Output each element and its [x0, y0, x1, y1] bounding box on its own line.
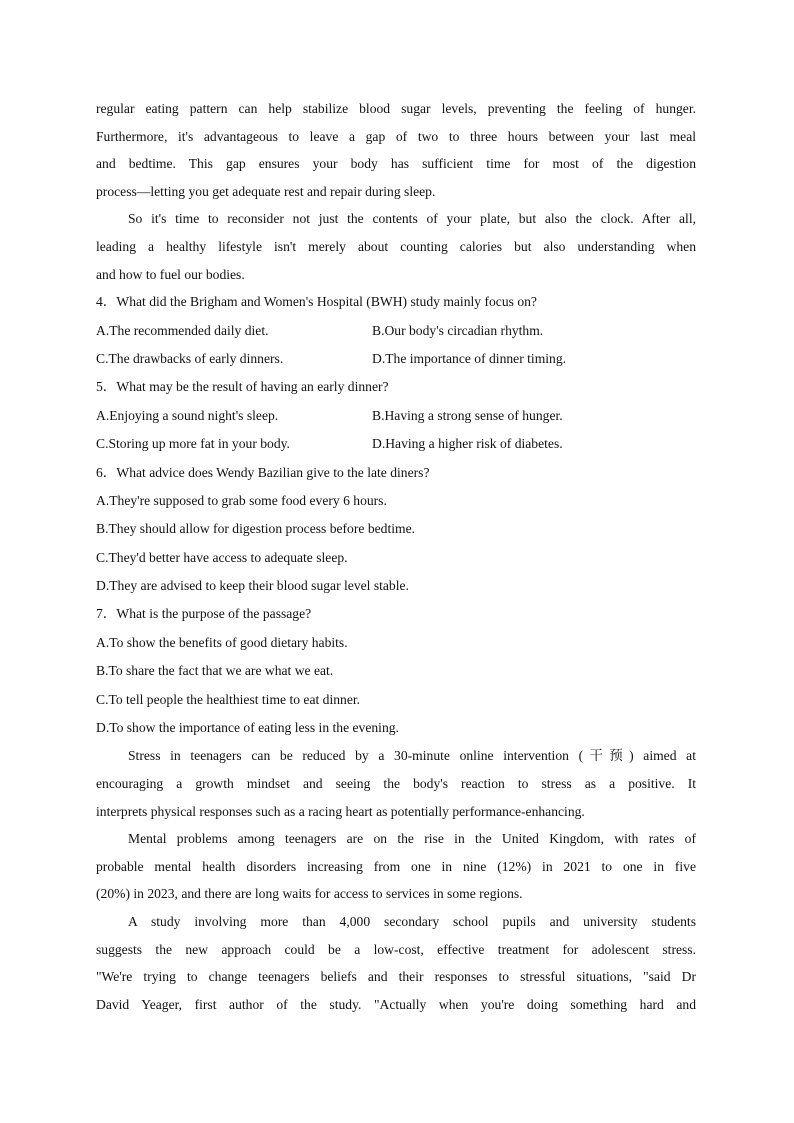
option-b: B.Having a strong sense of hunger.: [372, 407, 563, 423]
option-c: C.To tell people the healthiest time to eat dinner.: [96, 691, 361, 707]
option-c: C.Storing up more fat in your body.: [96, 436, 290, 452]
passage-2: [96, 742, 696, 1018]
passage-line: probable mental health disorders increasing from one in nine (12%) in 2021 to one in five: [96, 858, 696, 874]
question-4: [96, 288, 696, 373]
passage-line: interprets physical responses such as a racing heart as potentially performance-enhancing.: [96, 803, 585, 819]
passage-line: and how to fuel our bodies.: [96, 266, 245, 282]
passage-line: So it's time to reconsider not just the contents of your plate, but also the clock. After all,: [128, 211, 696, 227]
option-row: [96, 430, 696, 458]
option-d: D.They are advised to keep their blood sugar level stable.: [96, 578, 409, 594]
question-stem: 7．What is the purpose of the passage?: [96, 606, 312, 622]
option-d: D.Having a higher risk of diabetes.: [372, 436, 563, 452]
passage-line: Furthermore, it's advantageous to leave a gap of two to three hours between your last meal: [96, 128, 696, 144]
option-b: B.Our body's circadian rhythm.: [372, 322, 544, 338]
passage-line: David Yeager, first author of the study. "Actually when you're doing something hard and: [96, 996, 696, 1012]
option-d: D.To show the importance of eating less in the evening.: [96, 720, 399, 736]
passage-1: [96, 95, 696, 288]
passage-line: and bedtime. This gap ensures your body has sufficient time for most of the digestion: [96, 156, 696, 172]
passage-line: process—letting you get adequate rest and repair during sleep.: [96, 183, 436, 199]
passage-line: "We're trying to change teenagers beliefs and their responses to stressful situations, "said Dr: [96, 969, 696, 985]
option-a: A.They're supposed to grab some food every 6 hours.: [96, 492, 387, 508]
option-a: A.To show the benefits of good dietary habits.: [96, 634, 348, 650]
question-stem: 4．What did the Brigham and Women's Hospital (BWH) study mainly focus on?: [96, 294, 537, 310]
question-5: [96, 373, 696, 458]
passage-line: Mental problems among teenagers are on the rise in the United Kingdom, with rates of: [128, 831, 696, 847]
question-6: [96, 459, 696, 601]
option-b: B.They should allow for digestion process before bedtime.: [96, 521, 416, 537]
passage-line: A study involving more than 4,000 secondary school pupils and university students: [128, 913, 696, 929]
option-c: C.The drawbacks of early dinners.: [96, 350, 284, 366]
passage-line: encouraging a growth mindset and seeing the body's reaction to stress as a positive. It: [96, 776, 696, 791]
question-stem: 5．What may be the result of having an early dinner?: [96, 379, 389, 395]
passage-line: leading a healthy lifestyle isn't merely about counting calories but also understanding when: [96, 238, 696, 254]
passage-line: Stress in teenagers can be reduced by a 30-minute online intervention (干预) aimed at: [128, 748, 696, 764]
document-page: [96, 95, 696, 1018]
option-a: A.The recommended daily diet.: [96, 322, 269, 338]
passage-line: regular eating pattern can help stabilize blood sugar levels, preventing the feeling of hunger.: [96, 101, 696, 116]
passage-line: suggests the new approach could be a low-cost, effective treatment for adolescent stress.: [96, 941, 696, 957]
option-d: D.The importance of dinner timing.: [372, 350, 567, 366]
option-row: [96, 317, 696, 345]
option-b: B.To share the fact that we are what we eat.: [96, 663, 334, 679]
passage-line: (20%) in 2023, and there are long waits for access to services in some regions.: [96, 886, 523, 902]
question-7: [96, 600, 696, 742]
option-row: [96, 345, 696, 373]
option-a: A.Enjoying a sound night's sleep.: [96, 407, 279, 423]
option-c: C.They'd better have access to adequate sleep.: [96, 549, 348, 565]
question-stem: 6．What advice does Wendy Bazilian give to the late diners?: [96, 464, 430, 480]
option-row: [96, 402, 696, 430]
